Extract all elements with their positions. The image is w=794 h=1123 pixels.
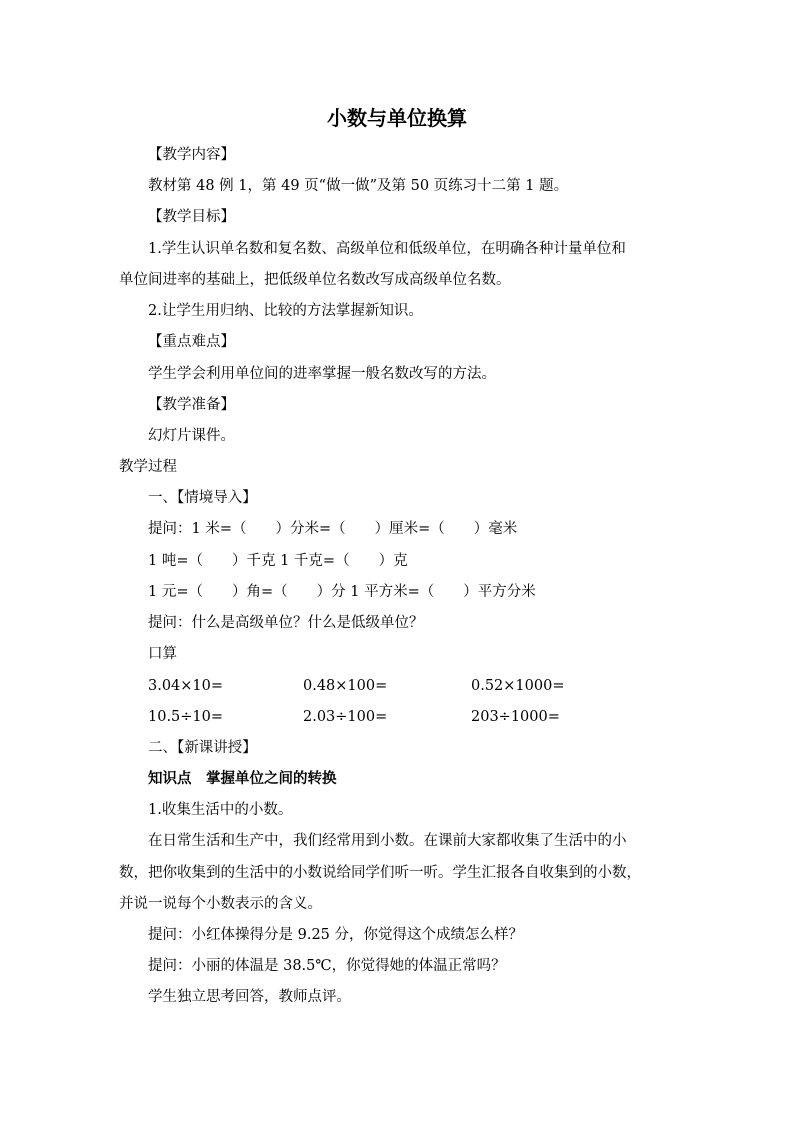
paragraph-key-points: 学生学会利用单位间的进率掌握一般名数改写的方法。 xyxy=(148,366,496,382)
question-mass-units: 1 吨=（ ）千克 1 千克=（ ）克 xyxy=(148,553,408,569)
oral-calc-item: 2.03÷100= xyxy=(303,709,388,725)
section-heading-preparation: 【教学准备】 xyxy=(148,397,235,413)
paragraph-student-answer: 学生独立思考回答，教师点评。 xyxy=(148,989,351,1005)
section-heading-new-lesson: 二、【新课讲授】 xyxy=(148,740,257,756)
oral-calc-heading: 口算 xyxy=(148,646,177,662)
question-gymnastics-score: 提问：小红体操得分是 9.25 分，你觉得这个成绩怎么样？ xyxy=(148,927,524,943)
question-length-units: 提问：1 米=（ ）分米=（ ）厘米=（ ）毫米 xyxy=(148,521,518,537)
document-title: 小数与单位换算 xyxy=(327,106,467,130)
section-heading-objectives: 【教学目标】 xyxy=(148,209,235,225)
paragraph-collect-line-2: 数，把你收集到的生活中的小数说给同学们听一听。学生汇报各自收集到的小数， xyxy=(119,865,641,881)
section-heading-process: 教学过程 xyxy=(119,459,177,475)
question-body-temperature: 提问：小丽的体温是 38.5℃，你觉得她的体温正常吗？ xyxy=(148,958,506,974)
oral-calc-item: 3.04×10= xyxy=(148,678,224,694)
paragraph-preparation: 幻灯片课件。 xyxy=(148,428,235,444)
question-unit-levels: 提问：什么是高级单位？什么是低级单位？ xyxy=(148,615,424,631)
paragraph-content: 教材第 48 例 1，第 49 页“做一做”及第 50 页练习十二第 1 题。 xyxy=(148,178,569,194)
paragraph-collect-line-1: 在日常生活和生产中，我们经常用到小数。在课前大家都收集了生活中的小 xyxy=(148,833,627,849)
knowledge-point-heading: 知识点 掌握单位之间的转换 xyxy=(148,770,337,787)
oral-calc-item: 10.5÷10= xyxy=(148,709,224,725)
objective-1-line-1: 1.学生认识单名数和复名数、高级单位和低级单位，在明确各种计量单位和 xyxy=(148,241,626,257)
paragraph-collect-line-3: 并说一说每个小数表示的含义。 xyxy=(119,896,322,912)
objective-2: 2.让学生用归纳、比较的方法掌握新知识。 xyxy=(148,303,423,319)
oral-calc-item: 0.52×1000= xyxy=(471,678,565,694)
oral-calc-item: 0.48×100= xyxy=(303,678,388,694)
section-heading-intro: 一、【情境导入】 xyxy=(148,490,257,506)
step-1-heading: 1.收集生活中的小数。 xyxy=(148,802,293,818)
objective-1-line-2: 单位间进率的基础上，把低级单位名数改写成高级单位名数。 xyxy=(119,272,511,288)
oral-calc-item: 203÷1000= xyxy=(471,709,560,725)
section-heading-content: 【教学内容】 xyxy=(148,147,235,163)
question-money-area-units: 1 元=（ ）角=（ ）分 1 平方米=（ ）平方分米 xyxy=(148,584,536,600)
section-heading-key-points: 【重点难点】 xyxy=(148,334,235,350)
